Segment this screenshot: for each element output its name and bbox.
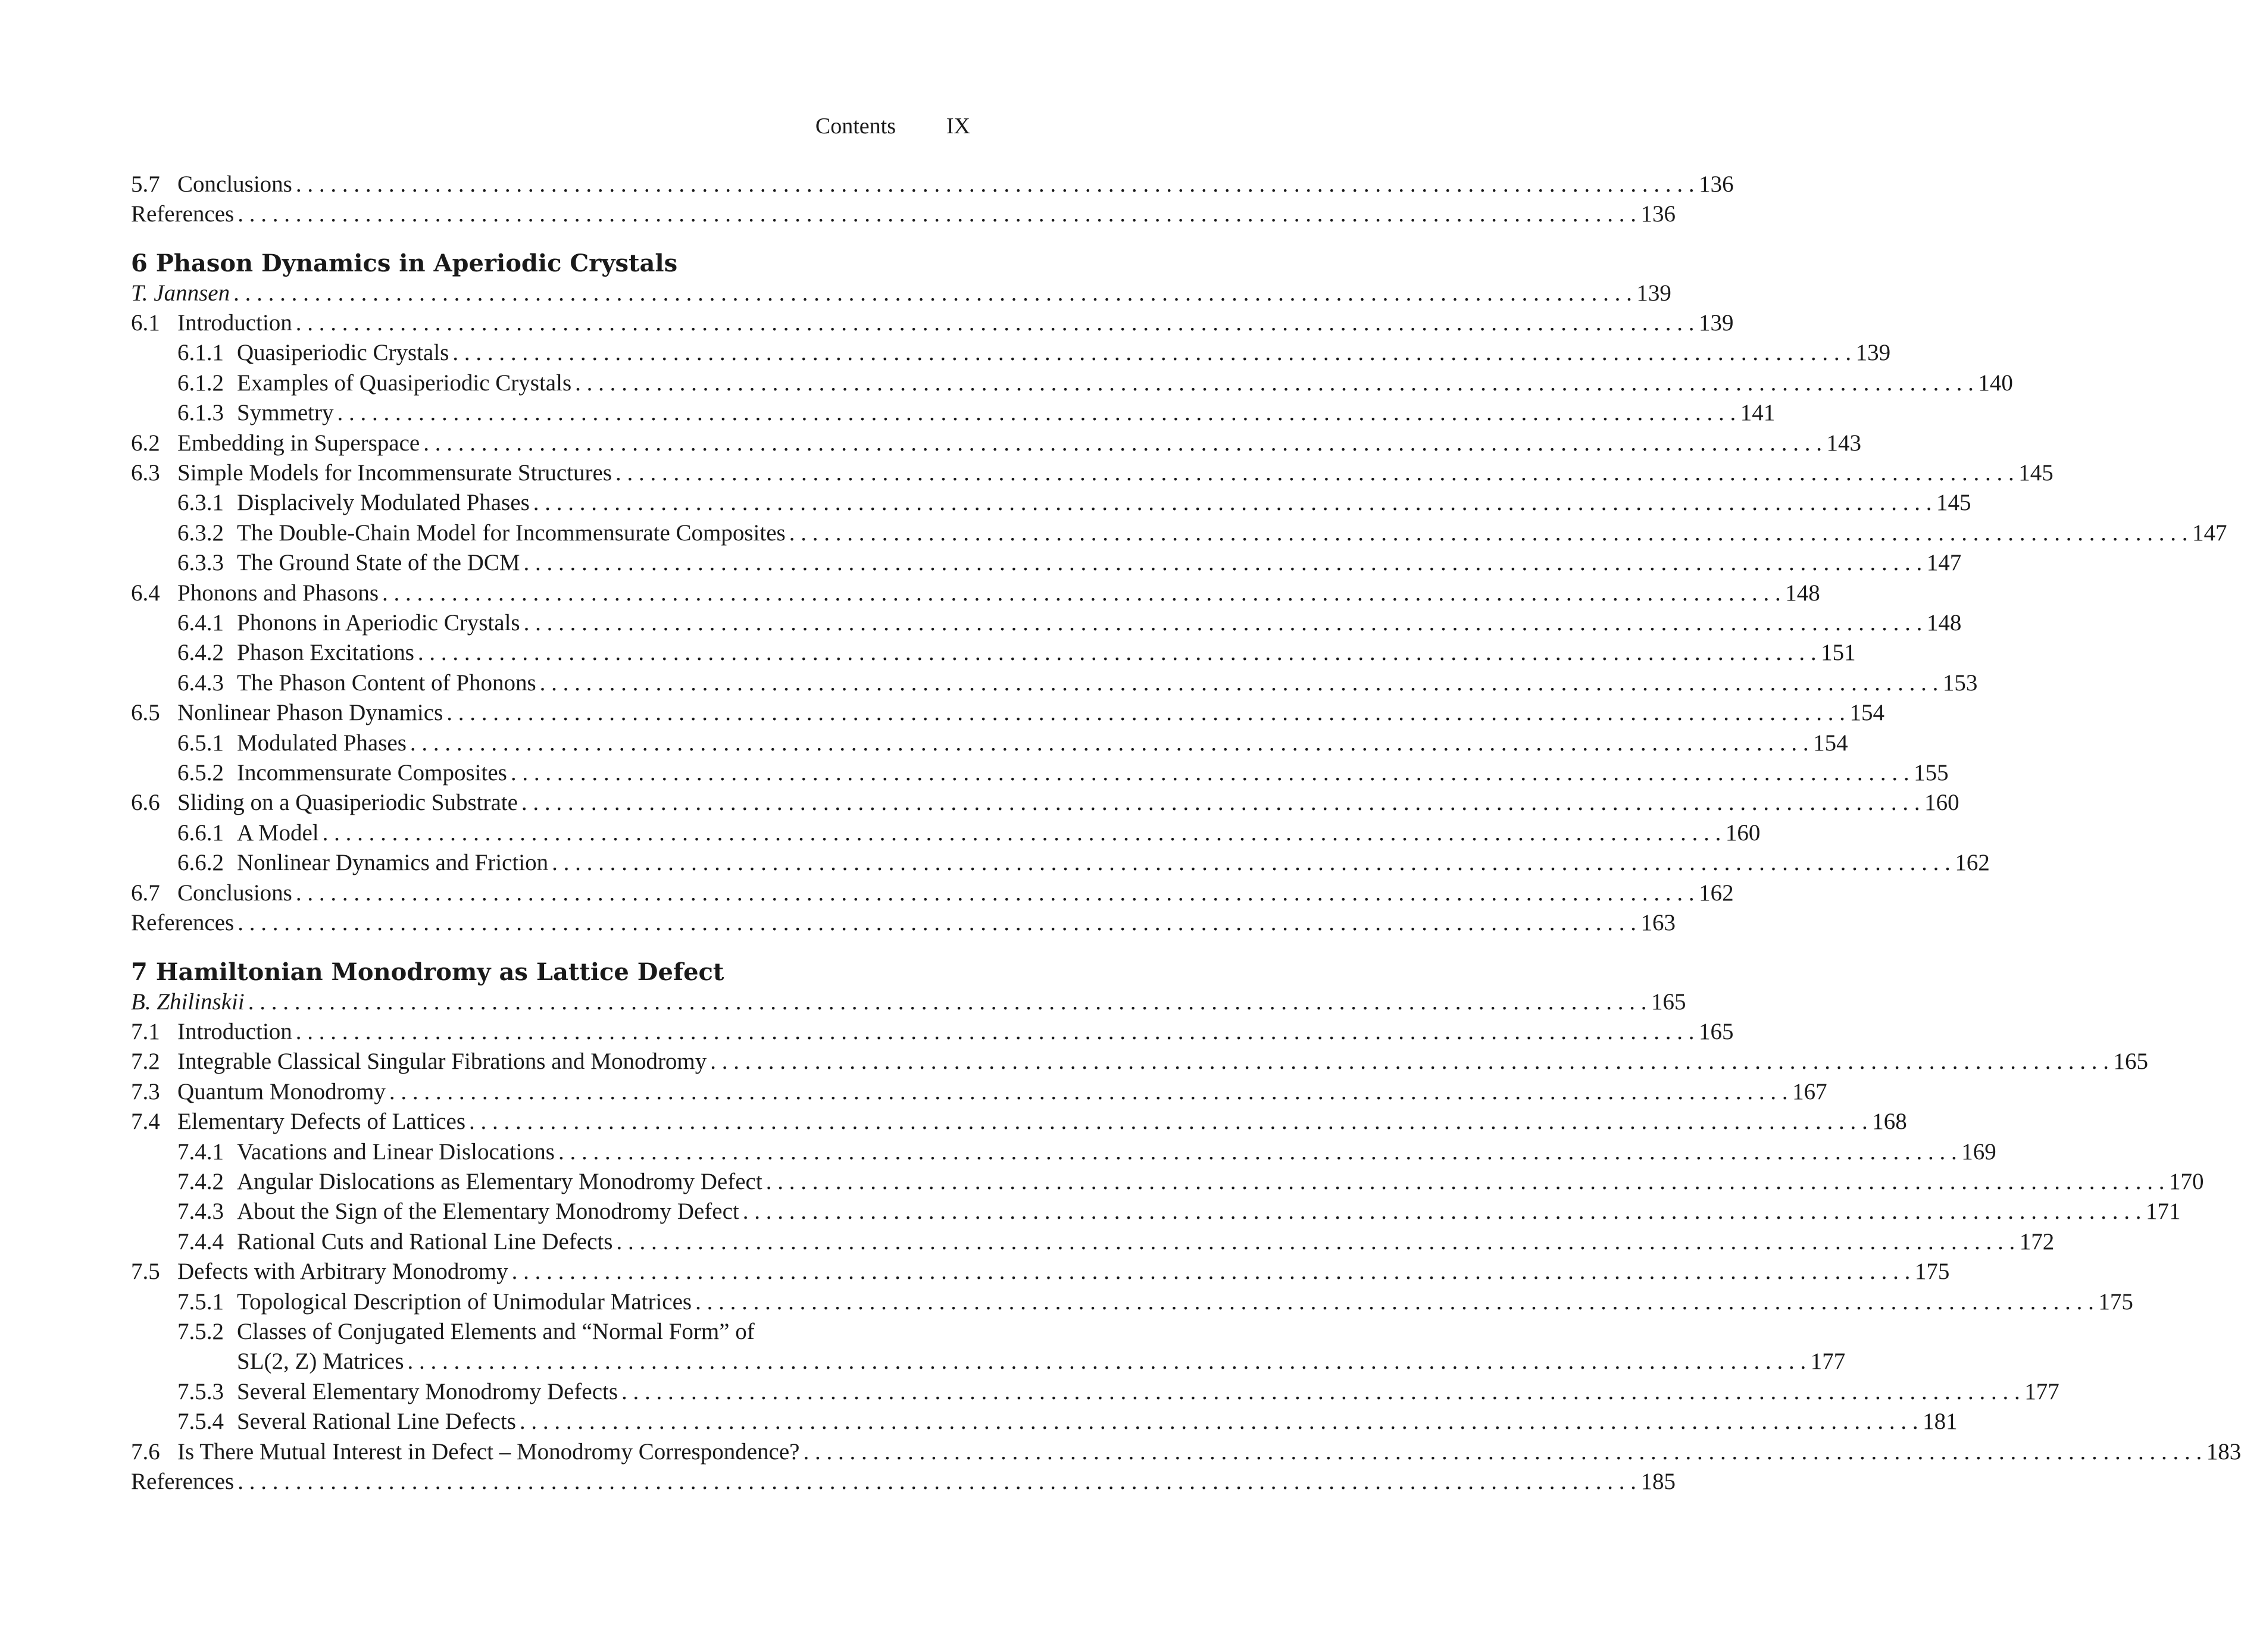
dot-leader	[803, 1437, 2202, 1467]
toc-entry-page: 160	[1725, 819, 1761, 846]
dot-leader	[621, 1377, 2020, 1407]
toc-entry-number: 7.2	[131, 1049, 160, 1075]
toc-entry-title: References	[131, 910, 235, 935]
toc-entry[interactable]	[131, 170, 1734, 199]
toc-entry-title: SL(2, Z) Matrices	[237, 1348, 404, 1375]
dot-leader	[237, 908, 1636, 938]
toc-entry[interactable]	[131, 1017, 1734, 1047]
toc-entry-page: 185	[1640, 1469, 1676, 1494]
dot-leader	[408, 1347, 1806, 1376]
dot-leader	[296, 1017, 1695, 1047]
toc-entry-page: 165	[1651, 989, 1686, 1015]
toc-entry-page: 167	[1792, 1078, 1827, 1105]
toc-entry-number: 6.2	[131, 430, 160, 456]
toc-entry-title: Classes of Conjugated Elements and “Normal Form” of	[237, 1319, 755, 1344]
toc-entry-page: 154	[1849, 700, 1885, 726]
toc-entry[interactable]	[131, 1347, 1846, 1376]
dot-leader	[789, 518, 2188, 548]
toc-entry-number: 6.6.1	[177, 819, 224, 846]
page-number: IX	[946, 114, 970, 139]
toc-entry[interactable]	[131, 1317, 970, 1347]
toc-entry-title: The Ground State of the DCM	[237, 550, 520, 576]
dot-leader	[469, 1107, 1868, 1137]
toc-entry[interactable]	[131, 788, 1959, 818]
toc-author-entry[interactable]	[131, 987, 1686, 1017]
toc-entry[interactable]	[131, 1167, 2204, 1197]
toc-entry-page: 141	[1740, 400, 1776, 426]
dot-leader	[511, 758, 1909, 788]
toc-entry-title: Modulated Phases	[237, 730, 407, 756]
dot-leader	[418, 638, 1817, 668]
dot-leader	[296, 878, 1695, 908]
toc-entry-number: 7.4.3	[177, 1199, 224, 1225]
toc-entry[interactable]	[131, 1107, 1907, 1137]
toc-entry-number: 6.5	[131, 700, 160, 726]
toc-entry[interactable]	[131, 1047, 2149, 1077]
toc-entry[interactable]	[131, 368, 2013, 398]
toc-entry[interactable]	[131, 908, 1676, 938]
toc-entry-number: 7.3	[131, 1078, 160, 1105]
dot-leader	[575, 368, 1974, 398]
toc-entry[interactable]	[131, 488, 1971, 518]
toc-entry[interactable]	[131, 548, 1962, 578]
toc-entry-title: Conclusions	[177, 171, 292, 197]
toc-entry-number: 7.4	[131, 1109, 160, 1135]
dot-leader	[615, 458, 2014, 488]
toc-entry-page: 145	[1936, 490, 1971, 516]
toc-entry-page: 165	[2113, 1049, 2149, 1075]
dot-leader	[710, 1047, 2109, 1077]
toc-entry-number: 7.6	[131, 1438, 160, 1465]
toc-entry-title: References	[131, 201, 235, 227]
toc-entry[interactable]	[131, 818, 1761, 848]
toc-entry-title: Nonlinear Dynamics and Friction	[237, 850, 549, 876]
toc-entry[interactable]	[131, 1377, 2059, 1407]
toc-entry-title: Angular Dislocations as Elementary Monodromy Defect	[237, 1169, 762, 1194]
toc-entry-title: Symmetry	[237, 400, 334, 426]
toc-entry-page: 139	[1699, 310, 1734, 336]
dot-leader	[452, 338, 1851, 368]
toc-entry[interactable]	[131, 308, 1734, 338]
toc-entry-number: 7.4.4	[177, 1228, 224, 1254]
toc-entry-page: 148	[1926, 610, 1962, 636]
toc-entry[interactable]	[131, 199, 1676, 229]
toc-author: B. Zhilinskii	[131, 989, 245, 1015]
toc-entry-title: A Model	[237, 819, 319, 846]
toc-entry[interactable]	[131, 578, 1820, 608]
dot-leader	[248, 987, 1647, 1017]
toc-entry-number: 6.3	[131, 460, 160, 486]
dot-leader	[512, 1257, 1911, 1287]
dot-leader	[382, 578, 1781, 608]
toc-entry-title: Several Rational Line Defects	[237, 1409, 516, 1435]
toc-entry-number: 6.5.2	[177, 760, 224, 786]
toc-entry-page: 140	[1978, 370, 2013, 396]
toc-entry[interactable]	[131, 1287, 2133, 1317]
toc-entry-number: 6.4.2	[177, 640, 224, 666]
dot-leader	[410, 728, 1809, 758]
toc-entry-title: Conclusions	[177, 880, 292, 906]
dot-leader	[389, 1077, 1788, 1107]
toc-entry-number: 7.5.1	[177, 1288, 224, 1315]
toc-entry-title: Defects with Arbitrary Monodromy	[177, 1259, 508, 1285]
toc-entry-number: 6.3.3	[177, 550, 224, 576]
toc-entry[interactable]	[131, 848, 1990, 878]
toc-entry-number: 6.6.2	[177, 850, 224, 876]
dot-leader	[533, 488, 1932, 518]
toc-entry[interactable]	[131, 1227, 2055, 1257]
toc-entry-page: 136	[1640, 201, 1676, 227]
dot-leader	[540, 668, 1939, 698]
toc-entry-page: 162	[1955, 850, 1990, 876]
toc-entry-page: 145	[2018, 460, 2054, 486]
toc-entry-title: Introduction	[177, 1019, 292, 1044]
toc-entry-title: The Phason Content of Phonons	[237, 669, 536, 696]
toc-entry-page: 151	[1821, 640, 1856, 666]
toc-entry[interactable]	[131, 1197, 2181, 1227]
toc-entry-number: 6.6	[131, 790, 160, 816]
dot-leader	[233, 279, 1632, 308]
toc-entry-page: 143	[1826, 430, 1861, 456]
running-head	[131, 113, 970, 143]
toc-entry[interactable]	[131, 1437, 2241, 1467]
toc-entry-number: 6.7	[131, 880, 160, 906]
toc-entry-title: Phason Excitations	[237, 640, 414, 666]
toc-entry-title: Elementary Defects of Lattices	[177, 1109, 466, 1135]
dot-leader	[237, 1467, 1636, 1497]
dot-leader	[237, 199, 1636, 229]
toc-entry[interactable]	[131, 758, 1949, 788]
dot-leader	[616, 1227, 2015, 1257]
toc-entry-title: Simple Models for Incommensurate Structures	[177, 460, 612, 486]
toc-entry-number: 6.1.3	[177, 400, 224, 426]
toc-entry-page: 147	[1926, 550, 1962, 576]
toc-entry-number: 6.4.3	[177, 669, 224, 696]
toc-entry-number: 6.1.1	[177, 340, 224, 366]
toc-entry[interactable]	[131, 638, 1856, 668]
toc-entry-title: Phonons and Phasons	[177, 580, 379, 606]
toc-entry-page: 147	[2192, 520, 2227, 546]
toc-entry-page: 172	[2019, 1228, 2055, 1254]
toc-entry-number: 6.4	[131, 580, 160, 606]
toc-entry-title: Rational Cuts and Rational Line Defects	[237, 1228, 613, 1254]
toc-entry-title: Embedding in Superspace	[177, 430, 420, 456]
dot-leader	[520, 1407, 1918, 1437]
toc-entry-number: 6.5.1	[177, 730, 224, 756]
chapter-heading[interactable]: 6 Phason Dynamics in Aperiodic Crystals	[131, 249, 678, 277]
toc-entry-number: 6.3.2	[177, 520, 224, 546]
toc-entry-number: 7.5.4	[177, 1409, 224, 1435]
toc-entry-page: 175	[1914, 1259, 1950, 1285]
toc-entry[interactable]	[131, 518, 2227, 548]
dot-leader	[296, 308, 1695, 338]
toc-author: T. Jannsen	[131, 280, 230, 306]
toc-entry-title: Examples of Quasiperiodic Crystals	[237, 370, 572, 396]
toc-entry[interactable]	[131, 1137, 1996, 1167]
toc-entry[interactable]	[131, 458, 2054, 488]
toc-entry-title: Sliding on a Quasiperiodic Substrate	[177, 790, 518, 816]
dot-leader	[446, 698, 1845, 728]
toc-entry-title: Vacations and Linear Dislocations	[237, 1138, 555, 1165]
toc-entry-number: 7.1	[131, 1019, 160, 1044]
toc-entry-title: Several Elementary Monodromy Defects	[237, 1378, 618, 1404]
dot-leader	[296, 170, 1695, 199]
toc-entry-page: 136	[1699, 171, 1734, 197]
toc-entry[interactable]	[131, 878, 1734, 908]
dot-leader	[337, 398, 1736, 428]
toc-entry-number: 7.4.2	[177, 1169, 224, 1194]
toc-entry-page: 139	[1636, 280, 1671, 306]
chapter-heading[interactable]: 7 Hamiltonian Monodromy as Lattice Defect	[131, 958, 724, 986]
toc-entry-page: 139	[1855, 340, 1891, 366]
toc-entry[interactable]	[131, 698, 1885, 728]
toc-entry-title: Introduction	[177, 310, 292, 336]
toc-entry-title: Quasiperiodic Crystals	[237, 340, 449, 366]
dot-leader	[695, 1287, 2094, 1317]
toc-entry-title: Integrable Classical Singular Fibrations and Monodromy	[177, 1049, 707, 1075]
toc-entry-number: 6.1.2	[177, 370, 224, 396]
toc-entry[interactable]	[131, 1467, 1676, 1497]
toc-entry-page: 175	[2098, 1288, 2133, 1315]
toc-entry[interactable]	[131, 338, 1891, 368]
toc-entry-title: About the Sign of the Elementary Monodromy Defect	[237, 1199, 739, 1225]
toc-entry-page: 160	[1924, 790, 1959, 816]
toc-entry-number: 6.4.1	[177, 610, 224, 636]
dot-leader	[558, 1137, 1957, 1167]
toc-entry[interactable]	[131, 1257, 1950, 1287]
running-head-title: Contents	[815, 114, 896, 139]
toc-entry[interactable]	[131, 1407, 1958, 1437]
toc-entry-number: 7.5.2	[177, 1319, 224, 1344]
toc-entry-number: 7.5.3	[177, 1378, 224, 1404]
dot-leader	[423, 428, 1822, 458]
toc-entry-title: The Double-Chain Model for Incommensurate Composites	[237, 520, 786, 546]
toc-entry-page: 169	[1961, 1138, 1996, 1165]
toc-entry-page: 171	[2145, 1199, 2181, 1225]
toc-entry[interactable]	[131, 398, 1776, 428]
toc-entry-page: 170	[2168, 1169, 2204, 1194]
toc-entry-page: 177	[2024, 1378, 2059, 1404]
toc-entry-page: 163	[1640, 910, 1676, 935]
toc-entry-title: References	[131, 1469, 235, 1494]
toc-entry-title: Is There Mutual Interest in Defect – Monodromy Correspondence?	[177, 1438, 800, 1465]
toc-entry-page: 181	[1923, 1409, 1958, 1435]
dot-leader	[524, 608, 1923, 638]
toc-entry-page: 155	[1914, 760, 1949, 786]
toc-entry-title: Displacively Modulated Phases	[237, 490, 530, 516]
toc-entry[interactable]	[131, 1077, 1827, 1107]
toc-entry-number: 6.3.1	[177, 490, 224, 516]
toc-entry-page: 148	[1785, 580, 1820, 606]
toc-entry-page: 162	[1699, 880, 1734, 906]
dot-leader	[766, 1167, 2165, 1197]
toc-entry-number: 5.7	[131, 171, 160, 197]
dot-leader	[524, 548, 1923, 578]
toc-entry-title: Nonlinear Phason Dynamics	[177, 700, 443, 726]
toc-entry-page: 165	[1699, 1019, 1734, 1044]
toc-entry-page: 153	[1942, 669, 1978, 696]
toc-author-entry[interactable]	[131, 279, 1671, 308]
toc-entry-page: 154	[1813, 730, 1848, 756]
toc-entry-number: 7.4.1	[177, 1138, 224, 1165]
toc-entry-title: Topological Description of Unimodular Matrices	[237, 1288, 692, 1315]
dot-leader	[743, 1197, 2142, 1227]
toc-entry-page: 177	[1810, 1348, 1846, 1375]
dot-leader	[323, 818, 1721, 848]
toc-entry[interactable]	[131, 668, 1978, 698]
toc-entry-page: 183	[2206, 1438, 2241, 1465]
toc-entry-title: Phonons in Aperiodic Crystals	[237, 610, 520, 636]
dot-leader	[521, 788, 1920, 818]
toc-entry[interactable]	[131, 428, 1861, 458]
toc-entry-page: 168	[1872, 1109, 1907, 1135]
toc-entry[interactable]	[131, 728, 1848, 758]
toc-entry-number: 6.1	[131, 310, 160, 336]
toc-entry-number: 7.5	[131, 1259, 160, 1285]
toc-entry[interactable]	[131, 608, 1962, 638]
toc-entry-title: Quantum Monodromy	[177, 1078, 386, 1105]
toc-entry-title: Incommensurate Composites	[237, 760, 507, 786]
dot-leader	[552, 848, 1951, 878]
